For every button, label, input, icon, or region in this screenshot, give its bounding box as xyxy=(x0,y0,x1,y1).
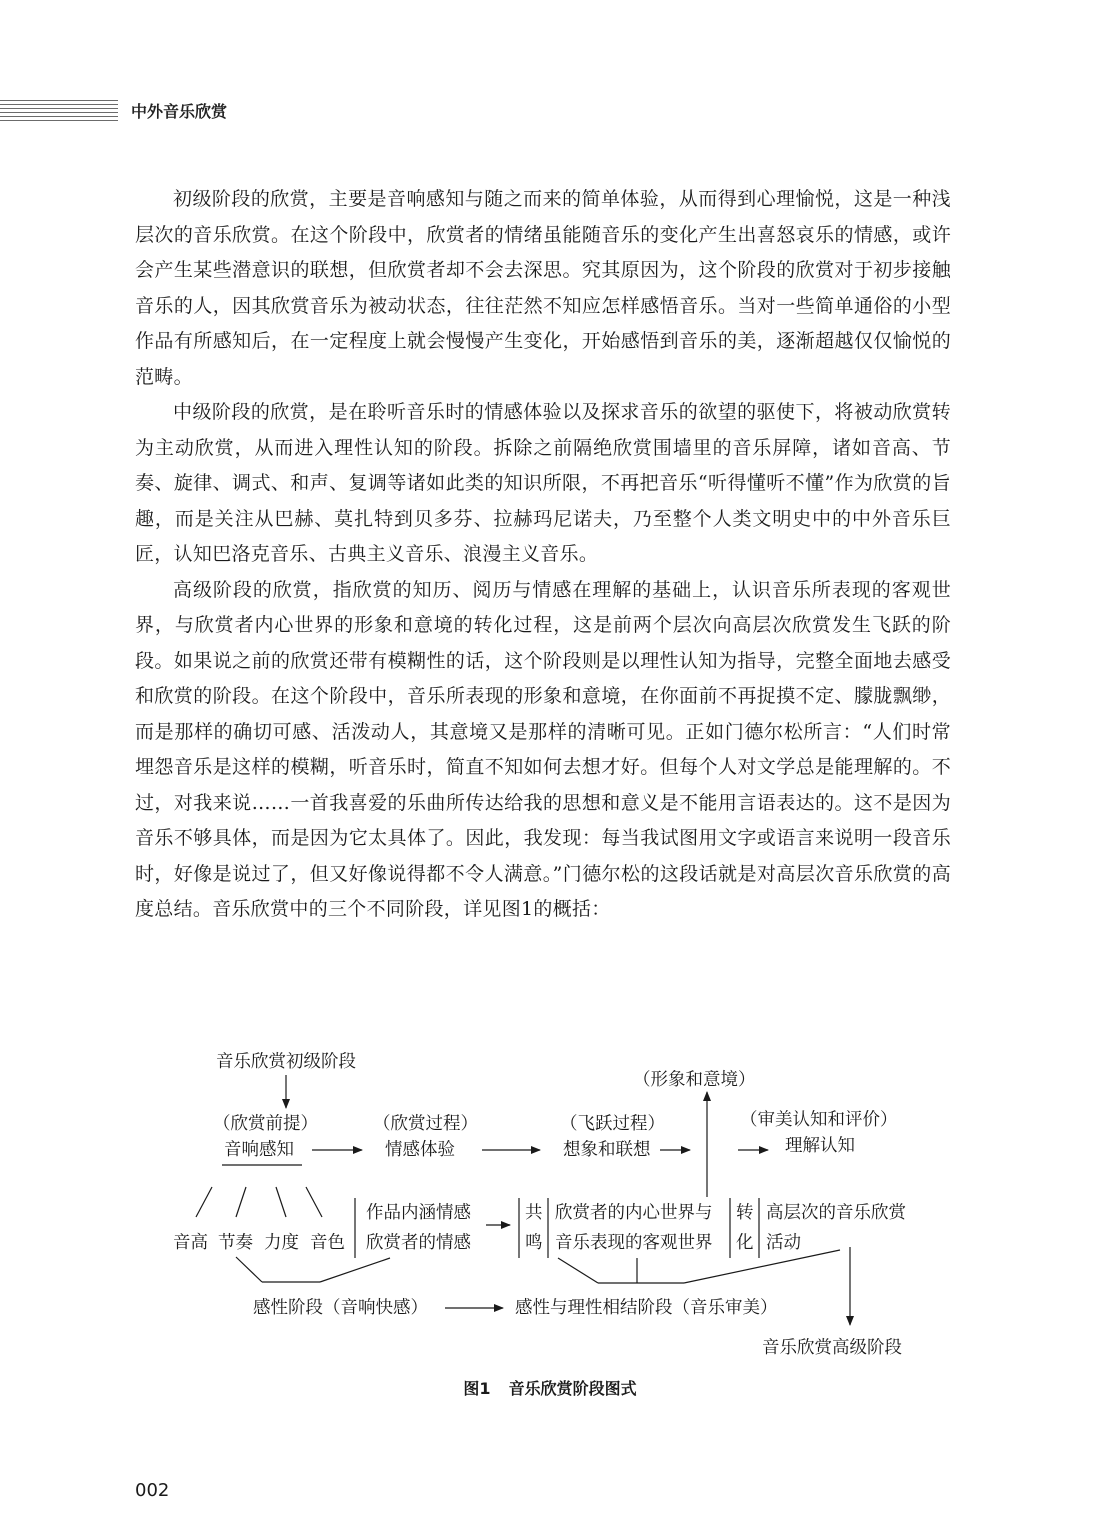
activity-line-2: 活动 xyxy=(766,1233,801,1253)
emotion-line-1: 作品内涵情感 xyxy=(366,1203,471,1223)
page-number: 002 xyxy=(135,1480,170,1501)
stage-understanding: 理解认知 xyxy=(785,1136,855,1156)
diagram-end-label: 音乐欣赏高级阶段 xyxy=(762,1338,902,1358)
element-dynamics: 力度 xyxy=(264,1233,299,1253)
element-timbre: 音色 xyxy=(310,1233,345,1253)
world-line-1: 欣赏者的内心世界与 xyxy=(555,1203,713,1223)
transform-char-2: 化 xyxy=(736,1233,754,1253)
element-pitch: 音高 xyxy=(173,1233,208,1253)
combined-stage-label: 感性与理性相结阶段（音乐审美） xyxy=(515,1298,778,1318)
stage-experience: 情感体验 xyxy=(385,1140,455,1160)
figure-caption xyxy=(0,1376,1100,1399)
activity-line-1: 高层次的音乐欣赏 xyxy=(766,1203,906,1223)
paragraph-primary-stage: 初级阶段的欣赏，主要是音响感知与随之而来的简单体验，从而得到心理愉悦，这是一种浅层次的音乐欣赏。在这个阶段中，欣赏者的情绪虽能随音乐的变化产生出喜怒哀乐的情感，或许会产生某些潜意识的联想，但欣赏者却不会去深思。究其原因为，这个阶段的欣赏对于初步接触音乐的人，因其欣赏音乐为被动状态，往往茫然不知应怎样感悟音乐。当对一些简单通俗的小型作品有所感知后，在一定程度上就会慢慢产生变化，开始感悟到音乐的美，逐渐超越仅仅愉悦的范畴。 xyxy=(135,188,951,388)
stage-tag-premise: （欣赏前提） xyxy=(213,1114,318,1134)
diagram-start-label: 音乐欣赏初级阶段 xyxy=(216,1052,356,1072)
resonance-char-1: 共 xyxy=(525,1203,543,1223)
stage-tag-aesthetic: （审美认知和评价） xyxy=(740,1110,898,1130)
running-header-title: 中外音乐欣赏 xyxy=(131,102,228,121)
paragraph-advanced-stage: 高级阶段的欣赏，指欣赏的知历、阅历与情感在理解的基础上，认识音乐所表现的客观世界，与欣赏者内心世界的形象和意境的转化过程，这是前两个层次向高层次欣赏发生飞跃的阶段。如果说之前的欣赏还带有模糊性的话，这个阶段则是以理性认知为指导，完整全面地去感受和欣赏的阶段。在这个阶段中，音乐所表现的形象和意境，在你面前不再捉摸不定、朦胧飘缈，而是那样的确切可感、活泼动人，其意境又是那样的清晰可见。正如门德尔松所言：“人们时常埋怨音乐是这样的模糊，听音乐时，简直不知如何去想才好。但每个人对文学总是能理解的。不过，对我来说……一首我喜爱的乐曲所传达给我的思想和意义是不能用言语表达的。这不是因为音乐不够具体，而是因为它太具体了。因此，我发现：每当我试图用文字或语言来说明一段音乐时，好像是说过了，但又好像说得都不令人满意。”门德尔松的这段话就是对高层次音乐欣赏的高度总结。音乐欣赏中的三个不同阶段，详见图1的概括： xyxy=(135,578,951,920)
stage-tag-leap: （飞跃过程） xyxy=(560,1114,665,1134)
perceptual-stage-label: 感性阶段（音响快感） xyxy=(253,1298,428,1318)
world-line-2: 音乐表现的客观世界 xyxy=(555,1233,713,1253)
diagram-image-label: （形象和意境） xyxy=(633,1070,756,1090)
figure-title: 音乐欣赏阶段图式 xyxy=(508,1379,637,1398)
transform-char-1: 转 xyxy=(736,1203,754,1223)
emotion-line-2: 欣赏者的情感 xyxy=(366,1233,471,1253)
stage-imagination: 想象和联想 xyxy=(563,1140,651,1160)
element-rhythm: 节奏 xyxy=(218,1233,253,1253)
figure-number: 图1 xyxy=(463,1379,491,1398)
stage-perception: 音响感知 xyxy=(224,1140,294,1160)
stage-tag-process: （欣赏过程） xyxy=(373,1114,478,1134)
resonance-char-2: 鸣 xyxy=(525,1233,543,1253)
paragraph-intermediate-stage: 中级阶段的欣赏，是在聆听音乐时的情感体验以及探求音乐的欲望的驱使下，将被动欣赏转为主动欣赏，从而进入理性认知的阶段。拆除之前隔绝欣赏围墙里的音乐屏障，诸如音高、节奏、旋律、调式、和声、复调等诸如此类的知识所限，不再把音乐“听得懂听不懂”作为欣赏的旨趣，而是关注从巴赫、莫扎特到贝多芬、拉赫玛尼诺夫，乃至整个人类文明史中的中外音乐巨匠，认知巴洛克音乐、古典主义音乐、浪漫主义音乐。 xyxy=(135,401,951,565)
